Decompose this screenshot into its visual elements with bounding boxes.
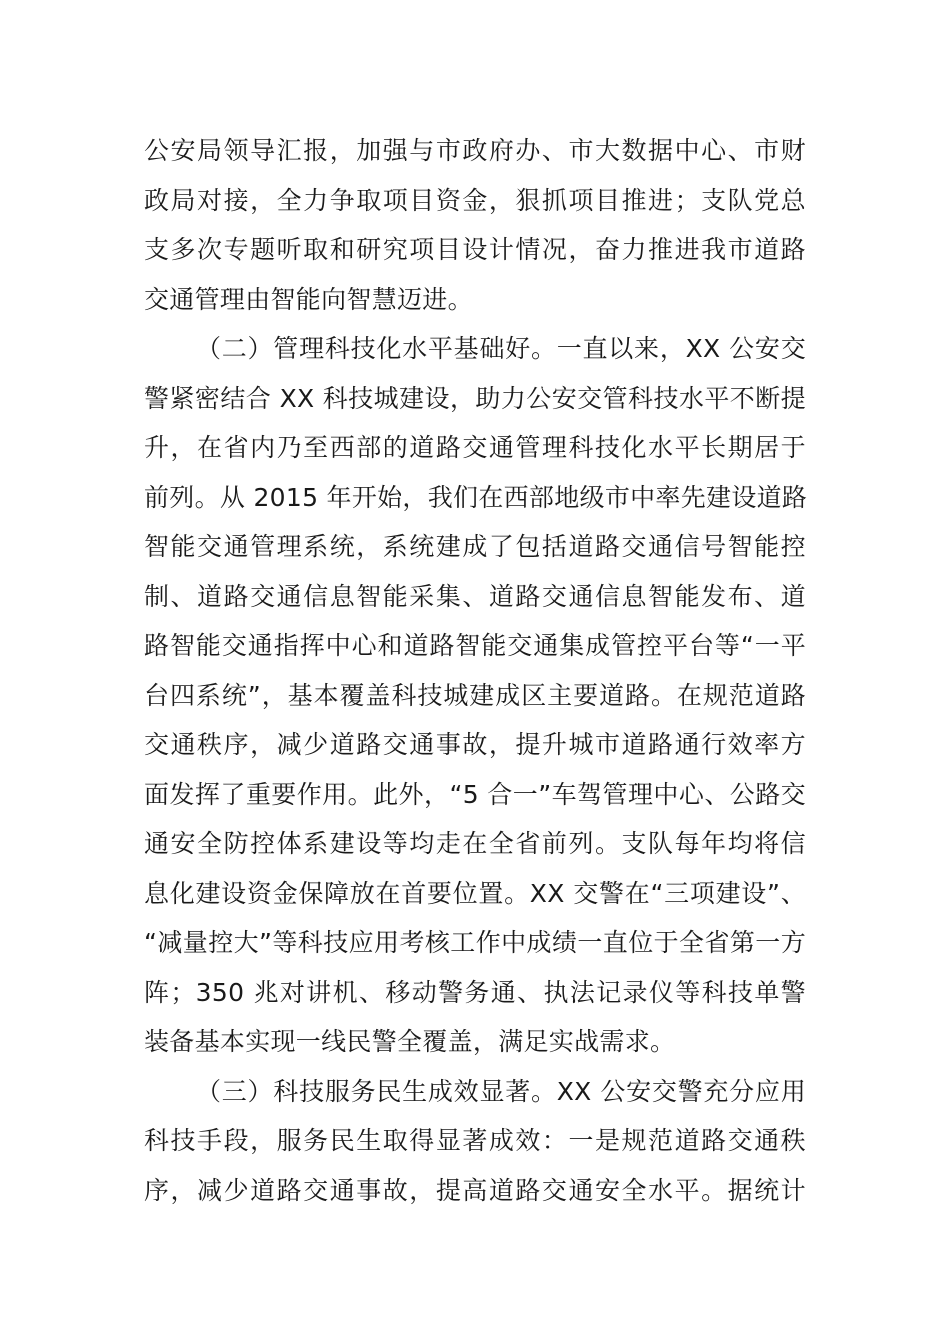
text-line: 交通秩序，减少道路交通事故，提升城市道路通行效率方 <box>144 730 806 759</box>
text-line: 序，减少道路交通事故，提高道路交通安全水平。据统计 <box>144 1175 806 1205</box>
text-line: 装备基本实现一线民警全覆盖，满足实战需求。 <box>144 1027 676 1056</box>
text-line: 支多次专题听取和研究项目设计情况，奋力推进我市道路 <box>144 235 806 264</box>
text-line: 警紧密结合 XX 科技城建设，助力公安交管科技水平不断提 <box>144 383 806 413</box>
text-line: 台四系统”，基本覆盖科技城建成区主要道路。在规范道路 <box>144 680 806 710</box>
text-line: 交通管理由智能向智慧迈进。 <box>144 284 473 314</box>
text-line: 前列。从 2015 年开始，我们在西部地级市中率先建设道路 <box>144 482 808 512</box>
text-line: 阵；350 兆对讲机、移动警务通、执法记录仪等科技单警 <box>144 977 806 1007</box>
text-line: 升，在省内乃至西部的道路交通管理科技化水平长期居于 <box>144 433 806 462</box>
body-text <box>144 126 806 1215</box>
paragraph-heading-line: （二）管理科技化水平基础好。一直以来，XX 公安交 <box>196 334 806 363</box>
paragraph-heading-line: （三）科技服务民生成效显著。XX 公安交警充分应用 <box>196 1076 806 1106</box>
text-line: 通安全防控体系建设等均走在全省前列。支队每年均将信 <box>144 829 806 858</box>
text-line: 制、道路交通信息智能采集、道路交通信息智能发布、道 <box>144 581 806 611</box>
text-line: 智能交通管理系统，系统建成了包括道路交通信号智能控 <box>144 532 806 561</box>
text-line: “减量控大”等科技应用考核工作中成绩一直位于全省第一方 <box>144 928 806 957</box>
text-line: 科技手段，服务民生取得显著成效：一是规范道路交通秩 <box>144 1126 806 1155</box>
text-line: 路智能交通指挥中心和道路智能交通集成管控平台等“一平 <box>144 631 806 660</box>
text-line: 政局对接，全力争取项目资金，狠抓项目推进；支队党总 <box>144 185 806 215</box>
text-line: 息化建设资金保障放在首要位置。XX 交警在“三项建设”、 <box>144 878 806 908</box>
text-line: 公安局领导汇报，加强与市政府办、市大数据中心、市财 <box>144 136 806 165</box>
text-line: 面发挥了重要作用。此外，“5 合一”车驾管理中心、公路交 <box>144 779 806 809</box>
